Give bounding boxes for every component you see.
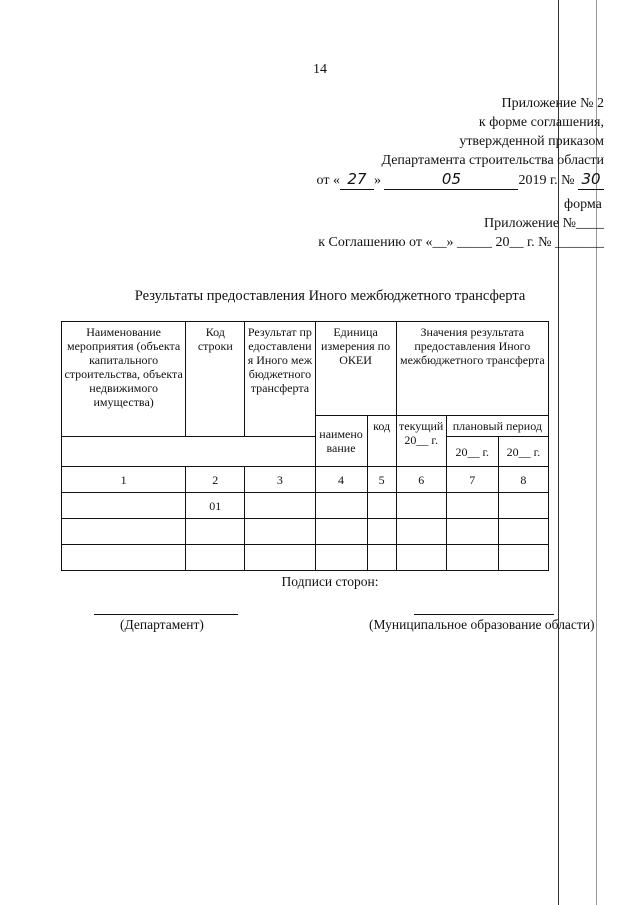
table-cell [186,545,245,571]
results-table [61,321,549,571]
table-cell [396,545,446,571]
table-cell [367,493,396,519]
table-cell [446,545,498,571]
table-cell: 01 [186,493,245,519]
agreement-line-1: Приложение №____ [484,216,604,231]
table-cell [498,493,548,519]
page-number: 14 [313,62,327,77]
table-cell [245,519,315,545]
col-num: 1 [62,467,186,493]
date-day: 27 [340,170,374,190]
table-cell [498,545,548,571]
forma-label: форма [564,197,602,212]
table-cell [367,545,396,571]
header-code: Код строки [186,322,245,437]
table-cell [396,493,446,519]
table-cell [62,545,186,571]
header-unit: Единица измерения по ОКЕИ [315,322,396,416]
order-number: 30 [578,170,604,190]
table-cell [315,519,367,545]
col-num: 4 [315,467,367,493]
appendix-date-line [317,170,604,190]
appendix-line-2: к форме соглашения, [478,115,604,130]
appendix-line-1: Приложение № 2 [501,96,604,111]
signature-label-right: (Муниципальное образование области) [369,617,595,632]
table-cell [367,519,396,545]
col-num: 2 [186,467,245,493]
column-number-row [62,467,549,493]
table-cell [315,493,367,519]
table-cell [245,545,315,571]
header-unit-code: код [367,416,396,467]
date-month: 05 [384,170,518,190]
header-plan-year-2: 20__ г. [498,437,548,467]
header-plan-period: плановый период [446,416,548,437]
date-year: 2019 г. № [518,173,575,188]
table-cell [186,519,245,545]
col-num: 7 [446,467,498,493]
header-current-year: текущий 20__ г. [396,416,446,467]
header-unit-name: наименование [315,416,367,467]
table-cell [396,519,446,545]
appendix-line-3: утвержденной приказом [459,134,604,149]
agreement-line-2: к Соглашению от «__» _____ 20__ г. № _______ [318,235,604,250]
table-cell [315,545,367,571]
date-mid: » [373,173,381,188]
table-row [62,545,549,571]
col-num: 6 [396,467,446,493]
header-values: Значения результата предоставления Иного межбюджетного трансферта [396,322,548,416]
col-num: 8 [498,467,548,493]
header-result: Результат предоставления Иного межбюджетного трансферта [245,322,315,437]
header-spacer [62,437,316,467]
signatures-title: Подписи сторон: [281,574,379,589]
date-prefix: от « [316,173,340,188]
agreement-block [318,214,604,252]
signature-line-left [94,614,238,615]
col-num: 5 [367,467,396,493]
signature-line-right [414,614,554,615]
table-row [62,519,549,545]
table-cell [62,493,186,519]
table-row [62,493,549,519]
header-plan-year-1: 20__ г. [446,437,498,467]
table-cell [446,519,498,545]
header-name: Наименование мероприятия (объекта капитального строительства, объекта недвижимого имущества) [62,322,186,437]
table-cell [62,519,186,545]
col-num: 3 [245,467,315,493]
signature-label-left: (Департамент) [120,617,204,632]
document-title: Результаты предоставления Иного межбюджетного трансферта [134,288,526,304]
table-cell [245,493,315,519]
table-cell [498,519,548,545]
table-cell [446,493,498,519]
appendix-block [317,94,604,190]
appendix-line-4: Департамента строительства области [381,153,604,168]
